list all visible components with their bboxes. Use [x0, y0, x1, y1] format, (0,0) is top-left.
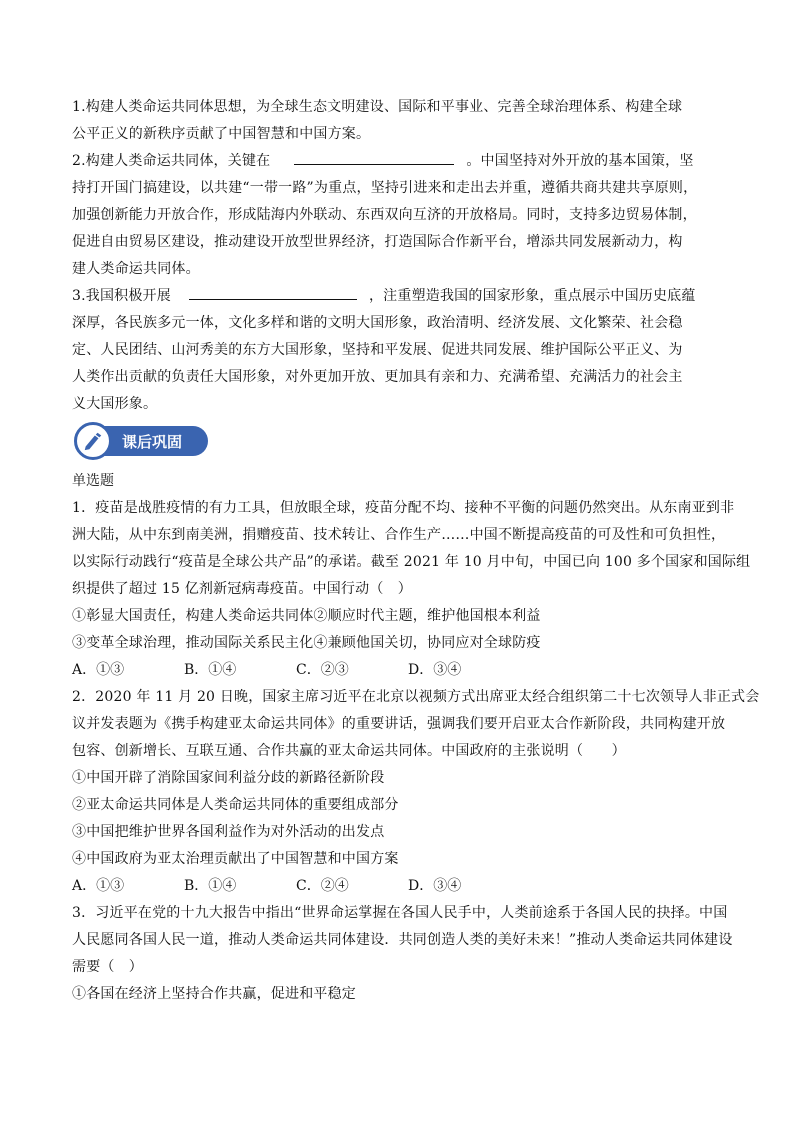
question-item: ③中国把维护世界各国利益作为对外活动的出发点	[72, 824, 385, 840]
question-item: ③变革全球治理，推动国际关系民主化④兼顾他国关切，协同应对全球防疫	[72, 635, 541, 651]
text-line: 公平正义的新秩序贡献了中国智慧和中国方案。	[72, 126, 371, 142]
question-item: ①中国开辟了消除国家间利益分歧的新路径新阶段	[72, 770, 385, 786]
text-line: 持打开国门搞建设，以共建“一带一路”为重点，坚持引进来和走出去并重，遵循共商共建共享原则，	[72, 180, 698, 196]
option-a[interactable]: A．①③	[72, 662, 125, 678]
notes-paragraph-1	[72, 94, 727, 148]
question-stem-line: 需要（ ）	[72, 959, 143, 975]
banner-label-box	[80, 426, 208, 456]
question-stem-line: 人民愿同各国人民一道，推动人类命运共同体建设．共同创造人类的美好未来！”推动人类命运共同体建设	[72, 932, 733, 948]
question-1	[72, 495, 751, 684]
question-item: ①彰显大国责任，构建人类命运共同体②顺应时代主题，维护他国根本利益	[72, 608, 541, 624]
option-a[interactable]: A．①③	[72, 878, 125, 894]
text-line: 1.构建人类命运共同体思想，为全球生态文明建设、国际和平事业、完善全球治理体系、构建全球	[72, 99, 683, 115]
text-line: 人类作出贡献的负责任大国形象，对外更加开放、更加具有亲和力、充满希望、充满活力的社会主	[72, 369, 683, 385]
section-label: 单选题	[72, 473, 114, 489]
notes-paragraph-2	[72, 148, 727, 283]
question-3	[72, 900, 733, 1008]
question-item: ④中国政府为亚太治理贡献出了中国智慧和中国方案	[72, 851, 399, 867]
question-stem-line: 1．疫苗是战胜疫情的有力工具，但放眼全球，疫苗分配不均、接种不平衡的问题仍然突出。从东南亚到非	[72, 500, 735, 516]
fill-in-prefix: 2.构建人类命运共同体，关键在	[72, 153, 271, 169]
text-line: 建人类命运共同体。	[72, 261, 200, 277]
option-c[interactable]: C．②④	[296, 878, 349, 894]
text-line: 定、人民团结、山河秀美的东方大国形象，坚持和平发展、促进共同发展、维护国际公平正义、为	[72, 342, 683, 358]
fill-in-blank[interactable]	[294, 150, 454, 165]
banner-label: 课后巩固	[122, 432, 183, 451]
text-line: 加强创新能力开放合作，形成陆海内外联动、东西双向互济的开放格局。同时，支持多边贸易体制，	[72, 207, 697, 223]
notes-paragraph-3	[72, 283, 727, 418]
text-line	[72, 283, 727, 310]
option-b[interactable]: B．①④	[184, 662, 237, 678]
document-page	[72, 94, 760, 1008]
option-b[interactable]: B．①④	[184, 878, 237, 894]
question-stem-line: 2．2020 年 11 月 20 日晚，国家主席习近平在北京以视频方式出席亚太经合组织第二十七次领导人非正式会	[72, 689, 760, 705]
fill-in-suffix: 。中国坚持对外开放的基本国策，坚	[466, 153, 694, 169]
text-line: 深厚，各民族多元一体，文化多样和谐的文明大国形象，政治清明、经济发展、文化繁荣、社会稳	[72, 315, 683, 331]
question-stem-line: 织提供了超过 15 亿剂新冠病毒疫苗。中国行动（ ）	[72, 581, 412, 597]
question-item: ②亚太命运共同体是人类命运共同体的重要组成部分	[72, 797, 399, 813]
fill-in-suffix: ，注重塑造我国的国家形象，重点展示中国历史底蕴	[368, 288, 696, 304]
question-stem-line: 议并发表题为《携手构建亚太命运共同体》的重要讲话，强调我们要开启亚太合作新阶段，共同构建开放	[72, 716, 726, 732]
text-line: 义大国形象。	[72, 396, 158, 412]
text-line: 促进自由贸易区建设，推动建设开放型世界经济，打造国际合作新平台，增添共同发展新动力，构	[72, 234, 683, 250]
text-line	[72, 148, 727, 175]
question-stem-line: 包容、创新增长、互联互通、合作共赢的亚太命运共同体。中国政府的主张说明（ ）	[72, 743, 626, 759]
answer-options	[72, 657, 727, 684]
question-stem-line: 以实际行动践行“疫苗是全球公共产品”的承诺。截至 2021 年 10 月中旬，中国已向 100 多个国家和国际组	[72, 554, 751, 570]
question-stem-line: 3．习近平在党的十九大报告中指出“世界命运掌握在各国人民手中，人类前途系于各国人民的抉择。中国	[72, 905, 728, 921]
question-2	[72, 684, 760, 900]
question-stem-line: 洲大陆，从中东到南美洲，捐赠疫苗、技术转让、合作生产……中国不断提高疫苗的可及性和可负担性，	[72, 527, 726, 543]
section-banner	[74, 422, 727, 462]
option-d[interactable]: D．③④	[408, 662, 462, 678]
option-d[interactable]: D．③④	[408, 878, 462, 894]
question-item: ①各国在经济上坚持合作共赢，促进和平稳定	[72, 986, 356, 1002]
answer-options	[72, 873, 727, 900]
fill-in-blank[interactable]	[189, 285, 357, 300]
option-c[interactable]: C．②③	[296, 662, 349, 678]
fill-in-prefix: 3.我国积极开展	[72, 288, 171, 304]
pencil-icon	[74, 422, 112, 460]
